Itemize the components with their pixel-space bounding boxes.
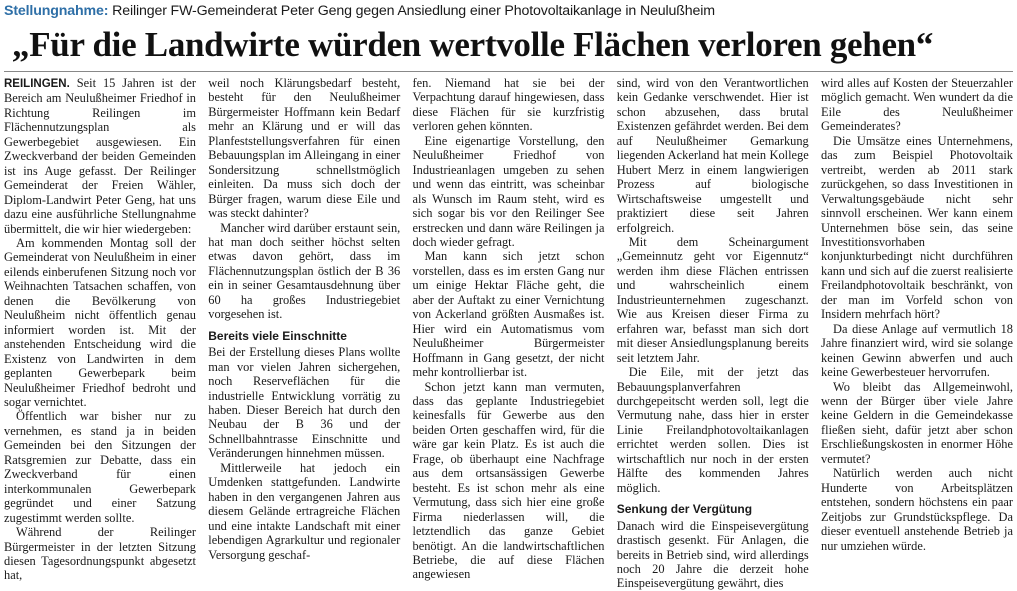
paragraph: Während der Reilinger Bürgermeister in der letzten Sitzung diesen Tagesordnungspunkt abgesetzt hat,	[4, 525, 196, 583]
column-3	[412, 76, 605, 582]
paragraph: Eine eigenartige Vorstellung, den Neulußheimer Friedhof von Industrieanlagen umgeben zu sehen und wenn das eintritt, was scheinbar als Wunsch im Raum steht, wird es sich sogar bis vor den Reilinger See erstrecken und dann wäre Reilingen ja doch wieder gefragt.	[412, 133, 605, 249]
paragraph: Mittlerweile hat jedoch ein Umdenken stattgefunden. Landwirte haben in den vergangenen Jahren aus diesem Gelände ertragreiche Flächen und eine intakte Landschaft mit einer lebendigen Agrarkultur und regionaler Versorgung geschaf-	[208, 460, 401, 562]
kicker-label: Stellungnahme:	[4, 3, 109, 19]
article-body	[4, 76, 1013, 591]
paragraph: Wo bleibt das Allgemeinwohl, wenn der Bürger über viele Jahre keine Geldern in die Gemeindekasse fließen sieht, dafür jetzt aber schon Erschließungskosten in enormer Höhe vermutet?	[821, 379, 1013, 466]
paragraph: Da diese Anlage auf vermutlich 18 Jahre finanziert wird, wird sie solange keinen Gewinn abwerfen und auch keine Gewerbesteuer hervorrufen.	[821, 321, 1013, 380]
paragraph: Die Umsätze eines Unternehmens, das zum Beispiel Photovoltaik vertreibt, werden ab 2011 stark zurückgehen, so dass Investitionen in Verwaltungsgebäude nicht sehr sinnvoll erscheinen. Wer kann einem Unternehmen böse sein, das seine Investitionsvorhaben konjunkturbedingt nicht durchführen kann und sich auf die zuerst realisierte Freilandphotovoltaik beschränkt, von der man im Vorfeld schon von Insidern mehrfach hört?	[821, 133, 1013, 322]
subheading: Senkung der Vergütung	[616, 502, 753, 517]
paragraph: Schon jetzt kann man vermuten, dass das geplante Industriegebiet keinesfalls für Gewerbe aus den beiden Orten geschaffen wird, für die wäre gar kein Platz. Es ist auch die Frage, ob überhaupt eine Nachfrage aus dem ortsansässigen Gewerbe besteht. Es ist schon mehr als eine Vermutung, dass sich hier eine große Firma niederlassen will, die letztendlich das ganze Gebiet benötigt. An die landwirtschaftlichen Betriebe, die auf diese Flächen angewiesen	[412, 379, 605, 582]
paragraph: Danach wird die Einspeisevergütung drastisch gesenkt. Für Anlagen, die bereits in Betrieb sind, wird allerdings noch 20 Jahre die derzeit hohe Einspeisevergütung gewährt, dies	[616, 518, 809, 591]
column-1	[4, 76, 196, 583]
paragraph: Man kann sich jetzt schon vorstellen, dass es im ersten Gang nur um einige Hektar Fläche geht, die aber der Auftakt zu einer Vernichtung von Ackerland größten Ausmaßes ist. Hier wird ein Automatismus vom Neulußheimer Bürgermeister Hoffmann in Gang gesetzt, der nicht mehr kontrollierbar ist.	[412, 249, 605, 380]
paragraph: Die Eile, mit der jetzt das Bebauungsplanverfahren durchgepeitscht werden soll, legt die Vermutung nahe, dass hier in erster Linie Freilandphotovoltaikanlagen errichtet werden sollen. Dies ist wirtschaftlich nur noch in der ersten Hälfte des kommenden Jahres möglich.	[616, 365, 809, 495]
paragraph: Bei der Erstellung dieses Plans wollte man vor vielen Jahren sichergehen, noch Reserveflächen für die industrielle Entwicklung vorrätig zu haben. Dieser Bereich hat durch den Neubau der B 36 und der Schnellbahntrasse Einschnitte und Veränderungen hinnehmen müssen.	[208, 345, 401, 461]
paragraph: Natürlich werden auch nicht Hunderte von Arbeitsplätzen entstehen, sondern höchstens ein paar Zeitjobs zur Grundstückspflege. Da dieser eventuell anstehende Betrieb ja nur umziehen würde.	[821, 466, 1013, 553]
column-2	[208, 76, 400, 576]
paragraph: wird alles auf Kosten der Steuerzahler möglich gemacht. Wen wundert da die Eile des Neulußheimer Gemeinderates?	[821, 76, 1013, 134]
column-5	[821, 76, 1013, 576]
subheading: Bereits viele Einschnitte	[208, 328, 347, 343]
paragraph: Am kommenden Montag soll der Gemeinderat von Neulußheim in einer eilends einberufenen Sitzung noch vor Weihnachten Tatsachen schaffen, von denen die Bevölkerung von Neulußheim nicht öffentlich genau informiert worden ist. Mit der anstehenden Entscheidung wird die Existenz von Landwirten in dem geplanten Gewerbepark beim Neulußheimer Friedhof bedroht und sogar vernichtet.	[4, 235, 196, 409]
paragraph: Mit dem Scheinargument „Gemeinnutz geht vor Eigennutz“ werden ihm diese Flächen entrissen und wahrscheinlich einem Industrieunternehmen zugeschanzt. Wie aus Kreisen dieser Firma zu erfahren war, befasst man sich dort mit dieser Ansiedlungsplanung bereits seit letztem Jahr.	[616, 234, 809, 365]
kicker-text: Reilinger FW-Gemeinderat Peter Geng gegen Ansiedlung einer Photovoltaikanlage in Neulußheim	[112, 3, 715, 19]
kicker-line	[4, 2, 1013, 21]
paragraph: Öffentlich war bisher nur zu vernehmen, es stand ja in beiden Gemeinden bei den Sitzungen der Ratsgremien zur Debatte, dass ein Zweckverband für einen interkommunalen Gewerbepark gegründet und einer Satzung zugestimmt werden sollte.	[4, 409, 196, 525]
dateline: REILINGEN.	[4, 78, 70, 90]
column-4	[616, 76, 809, 591]
headline: „Für die Landwirte würden wertvolle Flächen verloren gehen“	[12, 25, 934, 64]
paragraph: fen. Niemand hat sie bei der Verpachtung darauf hingewiesen, dass diese Flächen für sie kurzfristig verloren gehen könnten.	[412, 76, 605, 134]
divider	[4, 71, 1013, 72]
paragraph: weil noch Klärungsbedarf besteht, besteht für den Neulußheimer Bürgermeister Hoffmann kein Bedarf mehr an Klärung und er will das Planfeststellungsverfahren für einen Bebauungsplan im Alleingang in einer Sondersitzung schnellstmöglich einleiten. Da muss sich doch der Bürger fragen, warum diese Eile und was steckt dahinter?	[208, 76, 401, 221]
paragraph: REILINGEN. Seit 15 Jahren ist der Bereich am Neulußheimer Friedhof in Richtung Reilingen im Flächennutzungsplan als Gewerbegebiet ausgewiesen. Ein Zweckverband der beiden Gemeinden ist ins Auge gefasst. Der Reilinger Gemeinderat der Freien Wähler, Diplom-Landwirt Peter Geng, hat uns dazu eine ausführliche Stellungnahme übermittelt, die wir hier wiedergeben:	[4, 76, 196, 236]
paragraph: Mancher wird darüber erstaunt sein, hat man doch seither höchst selten etwas davon gehört, dass im Flächennutzungsplan östlich der B 36 ein in seiner Gesamtausdehnung über 60 ha großes Industriegebiet vorgesehen ist.	[208, 220, 401, 322]
paragraph: sind, wird von den Verantwortlichen kein Gedanke verschwendet. Hier ist schon abzusehen, dass brutal Existenzen gefährdet werden. Bei dem auf Neulußheimer Gemarkung liegenden Ackerland hat mein Kollege Hubert Merz in einem langwierigen Prozess auf biologische Wirtschaftsweise umgestellt und praktiziert diese seit Jahren erfolgreich.	[616, 76, 809, 235]
